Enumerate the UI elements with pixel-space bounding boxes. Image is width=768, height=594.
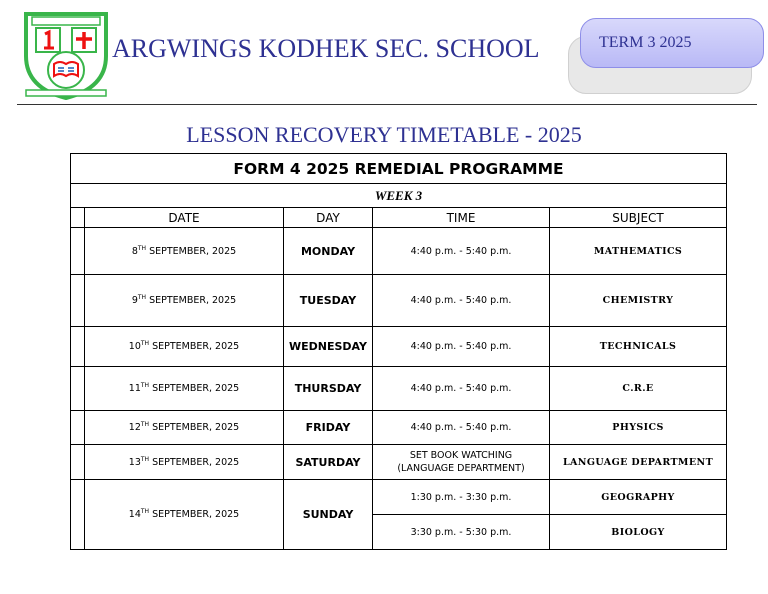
document-title: LESSON RECOVERY TIMETABLE - 2025 — [186, 122, 582, 147]
table-row — [71, 275, 727, 327]
day-cell: THURSDAY — [284, 367, 373, 411]
school-name: ARGWINGS KODHEK SEC. SCHOOL — [112, 34, 540, 63]
subject-cell: TECHNICALS — [550, 327, 727, 367]
table-row — [71, 367, 727, 411]
date-cell: 10TH SEPTEMBER, 2025 — [85, 327, 284, 367]
term-badge-face — [580, 18, 764, 68]
header-subject: SUBJECT — [550, 208, 727, 228]
day-cell: WEDNESDAY — [284, 327, 373, 367]
row-spacer — [71, 411, 85, 445]
row-spacer — [71, 228, 85, 275]
subject-cell: PHYSICS — [550, 411, 727, 445]
term-label: TERM 3 2025 — [599, 34, 692, 51]
time-cell: 4:40 p.m. - 5:40 p.m. — [373, 327, 550, 367]
subject-cell: MATHEMATICS — [550, 228, 727, 275]
time-cell: 4:40 p.m. - 5:40 p.m. — [373, 275, 550, 327]
day-cell: MONDAY — [284, 228, 373, 275]
time-line: SET BOOK WATCHING — [409, 450, 513, 461]
header-day: DAY — [284, 208, 373, 228]
row-spacer — [71, 445, 85, 480]
date-cell: 13TH SEPTEMBER, 2025 — [85, 445, 284, 480]
time-cell: 1:30 p.m. - 3:30 p.m. — [373, 480, 550, 515]
row-spacer — [71, 367, 85, 411]
term-badge — [580, 18, 764, 72]
table-row — [71, 327, 727, 367]
time-cell — [373, 445, 550, 480]
header-date: DATE — [85, 208, 284, 228]
time-cell: 3:30 p.m. - 5:30 p.m. — [373, 515, 550, 550]
timetable — [70, 153, 727, 550]
time-cell: 4:40 p.m. - 5:40 p.m. — [373, 411, 550, 445]
time-cell: 4:40 p.m. - 5:40 p.m. — [373, 367, 550, 411]
week-label: WEEK 3 — [71, 184, 727, 208]
date-cell: 12TH SEPTEMBER, 2025 — [85, 411, 284, 445]
day-cell: SATURDAY — [284, 445, 373, 480]
day-cell: TUESDAY — [284, 275, 373, 327]
table-row — [71, 480, 727, 515]
header-time: TIME — [373, 208, 550, 228]
date-cell: 11TH SEPTEMBER, 2025 — [85, 367, 284, 411]
subject-cell: C.R.E — [550, 367, 727, 411]
row-spacer — [71, 327, 85, 367]
day-cell: FRIDAY — [284, 411, 373, 445]
row-spacer — [71, 480, 85, 550]
school-crest-icon — [20, 10, 112, 102]
table-header-row — [71, 208, 727, 228]
date-cell: 9TH SEPTEMBER, 2025 — [85, 275, 284, 327]
table-row — [71, 411, 727, 445]
time-cell: 4:40 p.m. - 5:40 p.m. — [373, 228, 550, 275]
day-cell: SUNDAY — [284, 480, 373, 550]
subject-cell: LANGUAGE DEPARTMENT — [550, 445, 727, 480]
header-divider — [17, 104, 757, 105]
header-spacer — [71, 208, 85, 228]
subject-cell: BIOLOGY — [550, 515, 727, 550]
subject-cell: CHEMISTRY — [550, 275, 727, 327]
subject-cell: GEOGRAPHY — [550, 480, 727, 515]
table-row — [71, 228, 727, 275]
table-row — [71, 445, 727, 480]
row-spacer — [71, 275, 85, 327]
time-line: (LANGUAGE DEPARTMENT) — [397, 463, 525, 474]
date-cell: 14TH SEPTEMBER, 2025 — [85, 480, 284, 550]
date-cell: 8TH SEPTEMBER, 2025 — [85, 228, 284, 275]
programme-title: FORM 4 2025 REMEDIAL PROGRAMME — [71, 154, 727, 184]
